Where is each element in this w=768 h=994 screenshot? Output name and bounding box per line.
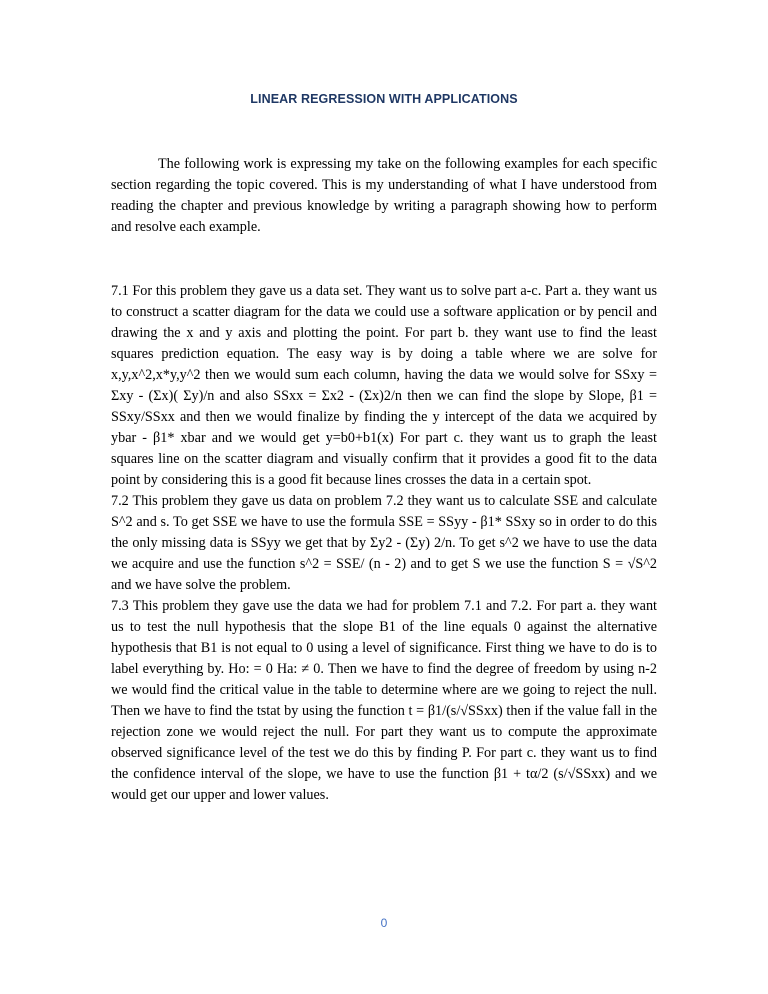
- intro-paragraph: The following work is expressing my take on the following examples for each specific section regarding the topic covered. This is my understanding of what I have understood from reading the chapter and previous knowledge by writing a paragraph showing how to perform and resolve each example.: [111, 156, 657, 235]
- paragraph-7-1: 7.1 For this problem they gave us a data set. They want us to solve part a-c. Part a. they want us to construct a scatter diagram for the data we could use a software application or by pencil and drawing the x and y axis and plotting the point. For part b. they want use to find the least squares prediction equation. The easy way is by doing a table where we are solve for x,y,x^2,x*y,y^2 then we would sum each column, having the data we would solve for SSxy = Σxy - (Σx)( Σy)/n and also SSxx = Σx2 - (Σx)2/n then we can find the slope by Slope, β1 = SSxy/SSxx and then we would finalize by finding the y intercept of the data we acquired by ybar - β1* xbar and we would get y=b0+b1(x) For part c. they want us to graph the least squares line on the scatter diagram and visually confirm that it provides a good fit to the data point by considering this is a good fit because lines crosses the data in a certain spot.: [111, 283, 657, 488]
- document-title: LINEAR REGRESSION WITH APPLICATIONS: [250, 92, 518, 106]
- page-number: 0: [380, 916, 388, 930]
- paragraph-7-3: 7.3 This problem they gave use the data we had for problem 7.1 and 7.2. For part a. they want us to test the null hypothesis that the slope B1 of the line equals 0 against the alternative hypothesis that B1 is not equal to 0 using a level of significance. First thing we have to do is to label everything by. Ho: = 0 Ha: ≠ 0. Then we have to find the degree of freedom by using n-2 we would find the critical value in the table to determine where are we going to reject the null. Then we have to find the tstat by using the function t = β1/(s/√SSxx) then if the value fall in the rejection zone we would reject the null. For part they want us to compute the approximate observed significance level of the test we do this by finding P. For part c. they want us to find the confidence interval of the slope, we have to use the function β1 + tα/2 (s/√SSxx) and we would get our upper and lower values.: [111, 598, 657, 803]
- paragraph-7-2: 7.2 This problem they gave us data on problem 7.2 they want us to calculate SSE and calculate S^2 and s. To get SSE we have to use the formula SSE = SSyy - β1* SSxy so in order to do this the only missing data is SSyy we get that by Σy2 - (Σy) 2/n. To get s^2 we have to use the data we acquire and use the function s^2 = SSE/ (n - 2) and to get S we use the function S = √S^2 and we have solve the problem.: [111, 493, 657, 593]
